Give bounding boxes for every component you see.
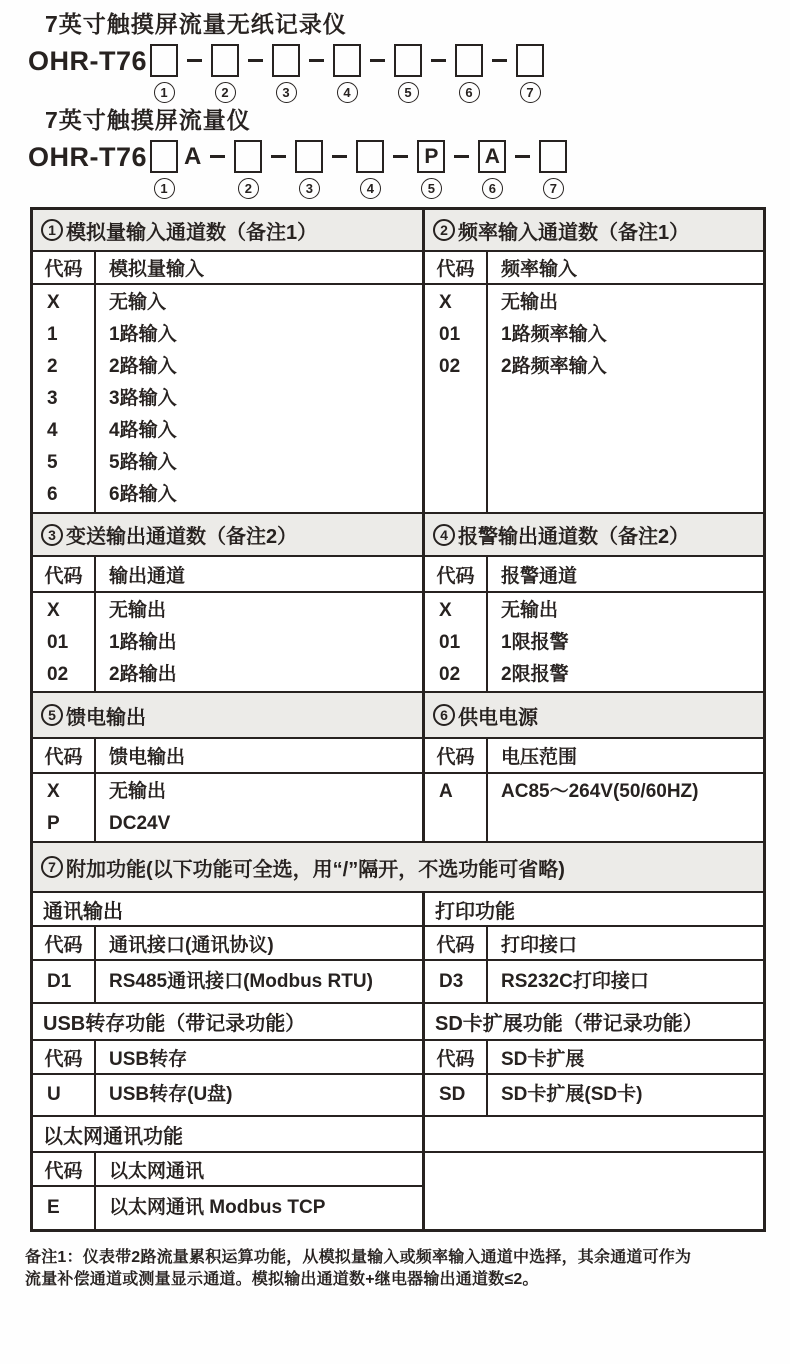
desc-column (488, 285, 763, 512)
dash-separator (210, 155, 225, 158)
section-title: 馈电输出 (66, 706, 146, 729)
desc-column (96, 1187, 422, 1229)
section-title: 附加功能(以下功能可全选，用“/”隔开，不选功能可省略) (66, 858, 565, 881)
section-header-band-7 (33, 843, 763, 893)
code-cell: 02 (439, 356, 461, 377)
column-header-band-1 (33, 252, 763, 285)
sub-title-band-a (33, 893, 763, 927)
sub-column-header-band-a (33, 927, 763, 961)
column-header-band-3 (33, 739, 763, 774)
desc-cell: DC24V (109, 813, 171, 834)
code-column-header: 代码 (33, 739, 96, 772)
code-column (33, 593, 96, 691)
model-box (272, 44, 300, 77)
dash-separator (393, 155, 408, 158)
desc-cell: 无输入 (109, 292, 167, 313)
code-column-header: 代码 (425, 927, 488, 959)
code-column (425, 961, 488, 1002)
code-column-header: 代码 (33, 1041, 96, 1073)
circled-index-icon: 1 (154, 82, 175, 103)
subsection-title: SD卡扩展功能（带记录功能） (435, 1013, 703, 1035)
circled-index-icon: 5 (41, 704, 63, 726)
circled-index-icon: 7 (41, 856, 63, 878)
model-slot-4 (356, 140, 384, 199)
body-band-1 (33, 285, 763, 514)
model-slot-2 (211, 44, 239, 103)
desc-column (96, 774, 422, 841)
product2-title: 7英寸触摸屏流量仪 (45, 107, 251, 133)
column-header-band-2 (33, 557, 763, 593)
circled-index-icon: 2 (238, 178, 259, 199)
dash-separator (309, 59, 324, 62)
model-box (394, 44, 422, 77)
section-title: 供电电源 (458, 706, 538, 729)
sub-title-band-b (33, 1004, 763, 1041)
desc-column-header: SD卡扩展 (501, 1048, 585, 1070)
code-column (425, 1075, 488, 1115)
code-cell: U (47, 1084, 61, 1105)
code-column-header: 代码 (33, 927, 96, 959)
sub-data-band-a (33, 961, 763, 1004)
model-box (150, 140, 178, 173)
dash-separator (248, 59, 263, 62)
circled-index-icon: 6 (459, 82, 480, 103)
desc-column-header: 打印接口 (501, 934, 578, 956)
section-title: 频率输入通道数（备注1） (458, 221, 690, 244)
circled-index-icon: 3 (299, 178, 320, 199)
desc-cell: 无输出 (109, 600, 167, 621)
section-header-band-1 (33, 210, 763, 252)
code-cell: X (47, 292, 60, 313)
desc-column (488, 1075, 763, 1115)
model-box (150, 44, 178, 77)
code-cell: 02 (47, 664, 69, 685)
desc-column (96, 285, 422, 512)
desc-cell: 2路输入 (109, 356, 177, 377)
desc-column (96, 593, 422, 691)
model-slot-4 (333, 44, 361, 103)
empty-cell (425, 1117, 763, 1153)
product1-block (28, 6, 544, 103)
desc-column-header: 输出通道 (109, 565, 186, 587)
model-slot-5 (394, 44, 422, 103)
dash-separator (454, 155, 469, 158)
desc-cell: 1限报警 (501, 632, 569, 653)
desc-column (488, 961, 763, 1002)
code-cell: SD (439, 1084, 466, 1105)
code-cell: X (47, 781, 60, 802)
code-column-header: 代码 (33, 1153, 96, 1185)
subsection-title: 以太网通讯功能 (33, 1117, 422, 1153)
model-box (455, 44, 483, 77)
body-band-2 (33, 593, 763, 693)
desc-cell: 2路频率输入 (501, 356, 607, 377)
section-title: 变送输出通道数（备注2） (66, 526, 298, 548)
code-cell: 02 (439, 664, 461, 685)
circled-index-icon: 7 (520, 82, 541, 103)
desc-column-header: 馈电输出 (109, 747, 186, 768)
desc-column-header: 模拟量输入 (109, 259, 205, 280)
code-column (33, 961, 96, 1002)
footnote (25, 1247, 770, 1291)
code-column-header: 代码 (33, 557, 96, 591)
model-box (211, 44, 239, 77)
code-cell: 4 (47, 420, 58, 441)
desc-cell: 2路输出 (109, 664, 177, 685)
desc-cell: 无输出 (109, 781, 167, 802)
dash-separator (271, 155, 286, 158)
desc-cell: 6路输入 (109, 484, 177, 505)
product2-block (28, 102, 567, 199)
code-cell: 01 (439, 324, 461, 345)
footnote-line-2: 流量补偿通道或测量显示通道。模拟输出通道数+继电器输出通道数≤2。 (25, 1271, 539, 1288)
desc-cell: 5路输入 (109, 452, 177, 473)
dash-separator (515, 155, 530, 158)
code-cell: X (439, 292, 452, 313)
section-title: 模拟量输入通道数（备注1） (66, 221, 318, 244)
product1-model-code (28, 44, 544, 103)
circled-index-icon: 4 (337, 82, 358, 103)
desc-cell: 3路输入 (109, 388, 177, 409)
model-slot-5 (417, 140, 445, 199)
desc-cell: 无输出 (501, 600, 559, 621)
circled-index-icon: 3 (41, 524, 63, 546)
circled-index-icon: 1 (154, 178, 175, 199)
desc-column-header: 通讯接口(通讯协议) (109, 934, 274, 956)
model-box (295, 140, 323, 173)
model-slot-1 (150, 140, 201, 199)
model-selection-table (30, 207, 766, 1232)
code-cell: 2 (47, 356, 58, 377)
circled-index-icon: 4 (433, 524, 455, 546)
product1-title: 7英寸触摸屏流量无纸记录仪 (45, 11, 347, 37)
model-prefix: OHR-T76 (28, 46, 148, 76)
code-column (425, 285, 488, 512)
model-slot-7 (516, 44, 544, 103)
dash-separator (332, 155, 347, 158)
code-column-header: 代码 (33, 252, 96, 283)
desc-cell: 1路输入 (109, 324, 177, 345)
code-cell: D1 (47, 970, 72, 992)
subsection-title: USB转存功能（带记录功能） (33, 1004, 425, 1039)
model-box (356, 140, 384, 173)
product2-model-code (28, 140, 567, 199)
desc-cell: 4路输入 (109, 420, 177, 441)
model-box (539, 140, 567, 173)
model-slot-6 (478, 140, 506, 199)
model-box: P (417, 140, 445, 173)
sub-band-c (33, 1117, 763, 1229)
desc-cell: SD卡扩展(SD卡) (501, 1084, 643, 1105)
code-cell: D3 (439, 970, 464, 992)
circled-index-icon: 5 (398, 82, 419, 103)
desc-column (96, 961, 422, 1002)
model-slot-6 (455, 44, 483, 103)
model-slot-3 (272, 44, 300, 103)
section-title: 报警输出通道数（备注2） (458, 526, 690, 548)
code-column-header: 代码 (425, 557, 488, 591)
code-cell: X (47, 600, 60, 621)
dash-separator (187, 59, 202, 62)
code-cell: 6 (47, 484, 58, 505)
desc-column-header: 电压范围 (501, 747, 578, 768)
code-column (33, 1075, 96, 1115)
desc-cell: RS232C打印接口 (501, 970, 649, 992)
desc-column (488, 593, 763, 691)
circled-index-icon: 7 (543, 178, 564, 199)
desc-cell: 1路频率输入 (501, 324, 607, 345)
model-slot-1 (150, 44, 178, 103)
desc-column-header: 报警通道 (501, 565, 578, 587)
footnote-line-1: 备注1：仪表带2路流量累积运算功能，从模拟量输入或频率输入通道中选择，其余通道可作为 (25, 1249, 692, 1266)
code-cell: 1 (47, 324, 58, 345)
model-slot-2 (234, 140, 262, 199)
model-box: A (478, 140, 506, 173)
dash-separator (492, 59, 507, 62)
code-column (425, 774, 488, 841)
model-slot-7 (539, 140, 567, 199)
dash-separator (431, 59, 446, 62)
ethernet-subsection (33, 1117, 425, 1229)
model-box (234, 140, 262, 173)
desc-cell: AC85～264V(50/60HZ) (501, 781, 699, 802)
code-cell: 01 (47, 632, 69, 653)
sub-column-header-band-b (33, 1041, 763, 1075)
empty-cell-group (425, 1117, 763, 1229)
circled-index-icon: 5 (421, 178, 442, 199)
fixed-code-letter: A (184, 143, 202, 170)
empty-cell (425, 1153, 763, 1229)
code-column (425, 593, 488, 691)
code-cell: A (439, 781, 453, 802)
code-cell: X (439, 600, 452, 621)
sub-data-band-b (33, 1075, 763, 1117)
circled-index-icon: 6 (433, 704, 455, 726)
desc-cell: USB转存(U盘) (109, 1084, 233, 1105)
circled-index-icon: 1 (41, 219, 63, 241)
model-prefix: OHR-T76 (28, 142, 148, 172)
code-cell: P (47, 813, 60, 834)
desc-cell: 无输出 (501, 292, 559, 313)
desc-cell: 2限报警 (501, 664, 569, 685)
circled-index-icon: 2 (215, 82, 236, 103)
code-cell: 01 (439, 632, 461, 653)
desc-column (488, 774, 763, 841)
circled-index-icon: 4 (360, 178, 381, 199)
code-cell: 5 (47, 452, 58, 473)
code-column-header: 代码 (425, 739, 488, 772)
code-cell: 3 (47, 388, 58, 409)
subsection-title: 通讯输出 (33, 893, 425, 925)
desc-column-header: USB转存 (109, 1048, 188, 1070)
desc-column-header: 以太网通讯 (109, 1160, 205, 1182)
body-band-3 (33, 774, 763, 843)
dash-separator (370, 59, 385, 62)
desc-cell: 以太网通讯 Modbus TCP (109, 1197, 326, 1218)
desc-cell: 1路输出 (109, 632, 177, 653)
section-header-band-2 (33, 514, 763, 557)
code-column (33, 774, 96, 841)
model-slot-3 (295, 140, 323, 199)
desc-column-header: 频率输入 (501, 259, 578, 280)
desc-column (96, 1075, 422, 1115)
code-cell: E (47, 1197, 60, 1218)
circled-index-icon: 2 (433, 219, 455, 241)
code-column (33, 285, 96, 512)
circled-index-icon: 6 (482, 178, 503, 199)
code-column-header: 代码 (425, 252, 488, 283)
subsection-title: 打印功能 (435, 900, 515, 923)
code-column-header: 代码 (425, 1041, 488, 1073)
desc-cell: RS485通讯接口(Modbus RTU) (109, 970, 373, 992)
model-box (516, 44, 544, 77)
model-box (333, 44, 361, 77)
code-column (33, 1187, 96, 1229)
section-header-band-3 (33, 693, 763, 739)
circled-index-icon: 3 (276, 82, 297, 103)
